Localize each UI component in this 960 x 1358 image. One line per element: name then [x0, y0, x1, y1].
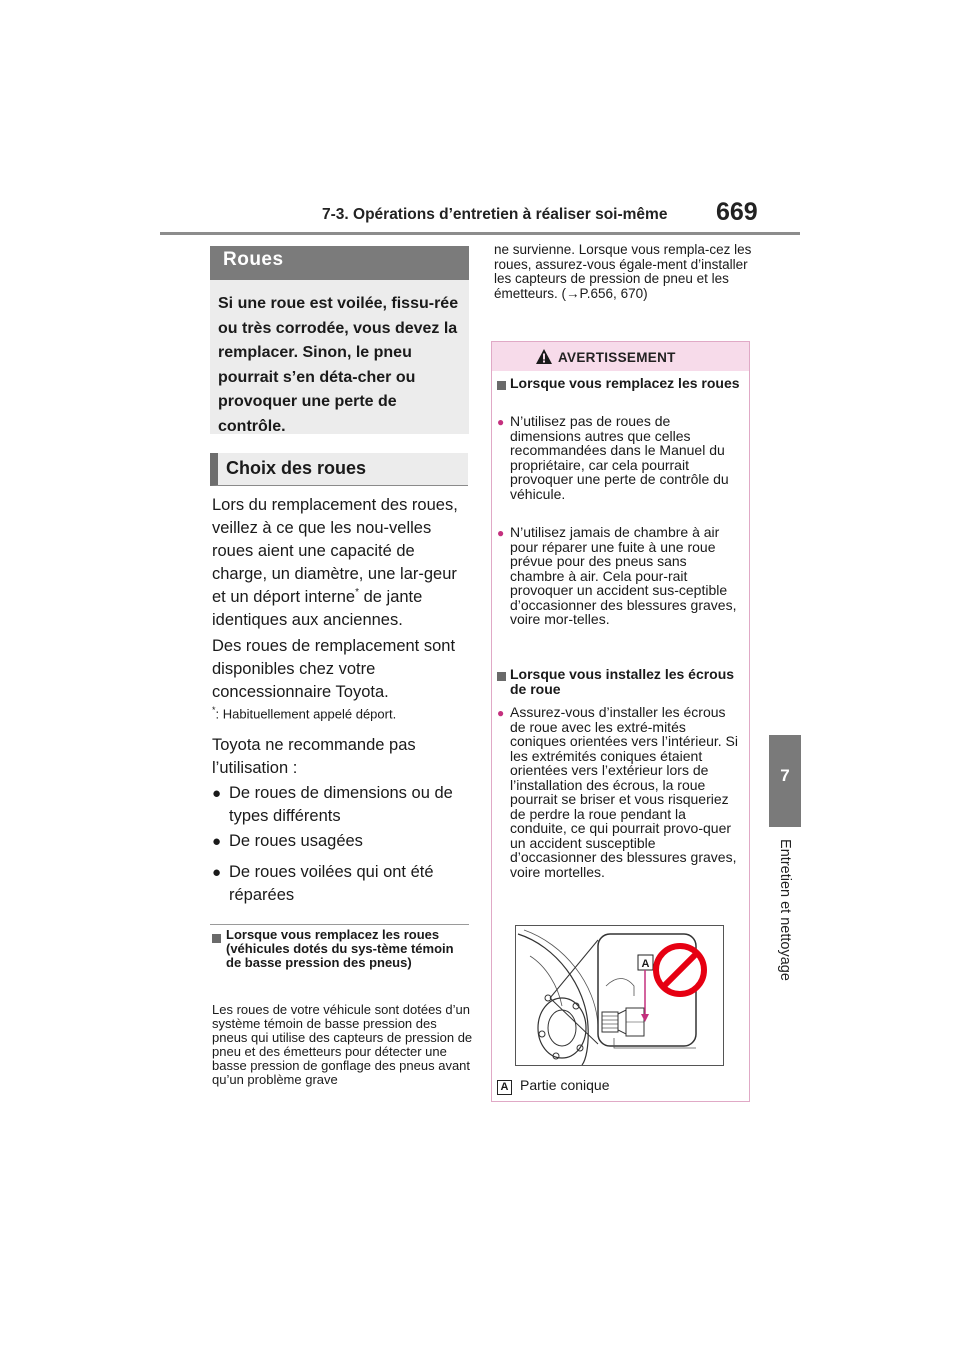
list-item: De roues usagées — [229, 832, 363, 850]
bullet-icon: ● — [212, 864, 222, 881]
square-bullet-icon — [212, 934, 221, 943]
bullet-icon: ● — [212, 785, 222, 802]
note-continuation: ne survienne. Lorsque vous rempla-cez les roues, assurez-vous égale-ment d’installer les capteurs de pression de pneu et les émetteurs. (→P.656, 670) — [494, 242, 752, 301]
caption-label-box — [497, 1077, 512, 1095]
page-number: 669 — [716, 198, 758, 226]
bullet-icon: ● — [497, 706, 505, 720]
bullet-icon: ● — [497, 415, 505, 429]
square-bullet-icon — [497, 672, 506, 681]
chapter-number: 7 — [780, 766, 790, 785]
chapter-title: Entretien et nettoyage — [777, 838, 793, 981]
summary-text: Si une roue est voilée, fissu-rée ou très corrodée, vous devez la remplacer. Sinon, le pneu pourrait s’en déta-cher ou provoquer une perte de contrôle. — [218, 295, 459, 435]
header-rule — [160, 232, 800, 235]
warning-section-heading: Lorsque vous installez les écrous de roue — [510, 666, 735, 697]
chapter-title-wrap — [769, 838, 801, 981]
divider — [210, 924, 469, 925]
section-title: 7-3. Opérations d’entretien à réaliser soi-même — [322, 206, 668, 223]
note-heading: Lorsque vous remplacez les roues (véhicules dotés du sys-tème témoin de basse pression des pneus) — [226, 927, 454, 970]
caption-text: Partie conique — [520, 1077, 610, 1093]
warning-item: N’utilisez pas de roues de dimensions autres que celles recommandées dans le Manuel du propriétaire, car cela pourrait provoquer une perte de contrôle du véhicule. — [510, 413, 729, 502]
warning-item: N’utilisez jamais de chambre à air pour réparer une fuite à une roue prévue pour des pneus sans chambre à air. Cela pour-rait provoquer un accident sus-ceptible d’occasionner des blessures graves, voire mor-telles. — [510, 524, 737, 627]
bullet-icon: ● — [212, 833, 222, 850]
list-item: De roues voilées qui ont été réparées — [229, 863, 434, 904]
bullet-icon: ● — [497, 526, 505, 540]
warning-triangle-icon — [535, 348, 553, 365]
warning-item: Assurez-vous d’installer les écrous de roue avec les extré-mités coniques orientées vers l’intérieur. Si les extrémités coniques étaient orientées vers l’extérieur lors de l’installation des écrous, la roue pourrait se briser et vous risqueriez de perdre la roue pendant la conduite, ce qui pourrait provo-quer un accident susceptible d’occasionner des blessures graves, voire mortelles. — [510, 704, 739, 880]
wheel-nut-illustration — [515, 925, 724, 1066]
warning-section-heading: Lorsque vous remplacez les roues — [510, 375, 740, 391]
choix-heading: Choix des roues — [226, 458, 367, 478]
caption-label: A — [497, 1080, 512, 1095]
footnote: *: Habituellement appelé déport. — [212, 705, 397, 722]
list-item: De roues de dimensions ou de types différents — [229, 784, 453, 825]
footnote-ref: * — [355, 586, 360, 598]
paragraph-not-recommended: Toyota ne recommande pas l’utilisation : — [212, 736, 416, 777]
wheel-nut-drawing — [516, 926, 723, 1065]
paragraph-dealer: Des roues de remplacement sont disponibles chez votre concessionnaire Toyota. — [212, 637, 456, 701]
square-bullet-icon — [497, 381, 506, 390]
paragraph-replacement: Lors du remplacement des roues, veillez à ce que les nou-velles roues aient une capacité de charge, un diamètre, une lar-geur et un déport interne* de jante identiques aux anciennes. — [212, 496, 458, 629]
warning-title: AVERTISSEMENT — [558, 350, 676, 365]
callout-label-a: A — [641, 958, 650, 970]
roues-heading: Roues — [223, 249, 284, 270]
note-body: Les roues de votre véhicule sont dotées d’un système témoin de basse pression des pneus qui utilise des capteurs de pression de pneu et des émetteurs pour détecter une basse pression de gonflage des pneus avant qu’un problème grave — [212, 1002, 473, 1087]
